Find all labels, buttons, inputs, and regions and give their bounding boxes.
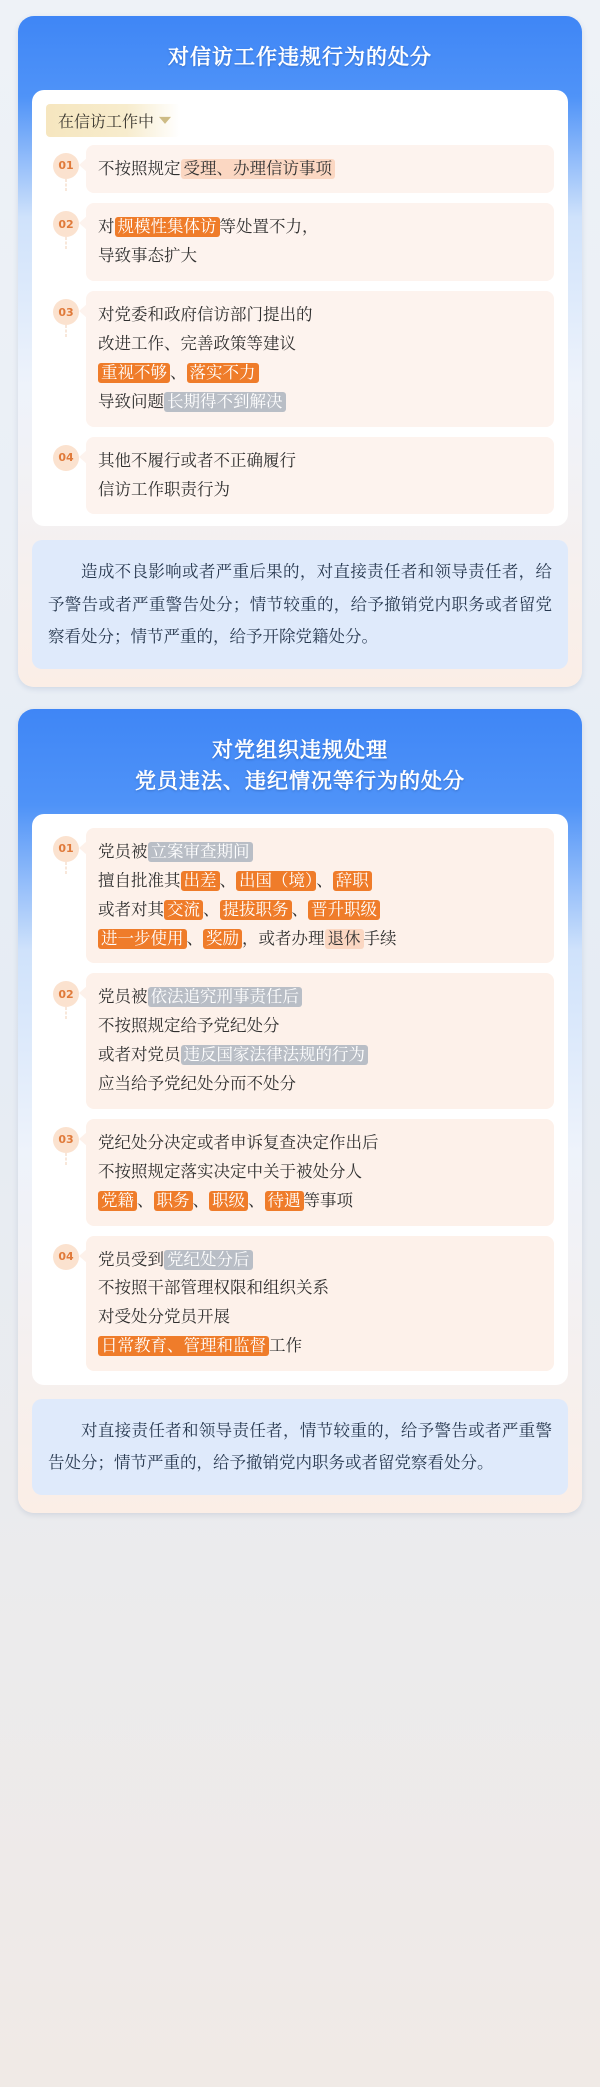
plain-text: 党员被: [98, 988, 148, 1007]
highlighted-text: 出差: [181, 871, 220, 891]
item-number-badge: 02: [53, 981, 79, 1007]
item-text-line: [98, 1332, 542, 1361]
plain-text: 对受处分党员开展: [98, 1308, 230, 1327]
plain-text: 其他不履行或者不正确履行: [98, 451, 296, 470]
item-text-line: [98, 1158, 542, 1187]
penalty-note: 对直接责任者和领导责任者，情节较重的，给予警告或者严重警告处分；情节严重的，给予撤销党内职务或者留党察看处分。: [32, 1399, 568, 1495]
plain-text: 等处置不力，: [219, 218, 319, 237]
item-number-badge: 01: [53, 836, 79, 862]
item-bubble: [86, 437, 554, 515]
section-tag: [46, 104, 180, 137]
connector-line: [66, 237, 67, 249]
item-bubble: [86, 828, 554, 964]
item-text-line: [98, 1041, 542, 1070]
item-text-line: [98, 330, 542, 359]
list-item: [46, 1236, 554, 1372]
item-number-badge: 03: [53, 299, 79, 325]
plain-text: 、: [203, 900, 220, 919]
item-text-line: [98, 1246, 542, 1275]
plain-text: 不按照规定落实决定中关于被处分人: [98, 1162, 362, 1181]
document-root: [18, 16, 582, 1513]
plain-text: 或者对党员: [98, 1046, 181, 1065]
plain-text: 党员受到: [98, 1250, 164, 1269]
highlighted-text: 重视不够: [98, 363, 170, 383]
list-item: [46, 145, 554, 194]
plain-text: 党员被: [98, 842, 148, 861]
highlighted-text: 提拔职务: [220, 900, 292, 920]
item-list: [46, 828, 554, 1371]
plain-text: 不按照规定给予党纪处分: [98, 1017, 280, 1036]
highlighted-text: 立案审查期间: [148, 842, 253, 862]
item-number-badge: 03: [53, 1127, 79, 1153]
plain-text: 等事项: [303, 1191, 353, 1210]
item-text-line: [98, 155, 542, 184]
item-number-badge: 04: [53, 445, 79, 471]
connector-line: [66, 179, 67, 191]
card-title-line: 对信访工作违规行为的处分: [168, 46, 432, 69]
plain-text: 对: [98, 218, 115, 237]
highlighted-text: 退休: [325, 929, 364, 949]
item-text-line: [98, 1303, 542, 1332]
item-bubble: [86, 1119, 554, 1226]
plain-text: 、: [219, 871, 236, 890]
highlighted-text: 待遇: [265, 1191, 304, 1211]
plain-text: 、: [248, 1191, 265, 1210]
card-panel: [32, 90, 568, 527]
highlighted-text: 违反国家法律法规的行为: [181, 1045, 369, 1065]
item-text-line: [98, 1012, 542, 1041]
plain-text: 对党委和政府信访部门提出的: [98, 306, 313, 325]
item-text-line: [98, 447, 542, 476]
item-text-line: [98, 359, 542, 388]
item-text-line: [98, 301, 542, 330]
chevron-down-icon: [159, 117, 171, 124]
highlighted-text: 落实不力: [187, 363, 259, 383]
item-text-line: [98, 1274, 542, 1303]
item-bubble: [86, 973, 554, 1109]
list-item: [46, 203, 554, 281]
plain-text: 、: [291, 900, 308, 919]
plain-text: 改进工作、完善政策等建议: [98, 335, 296, 353]
penalty-note: 造成不良影响或者严重后果的，对直接责任者和领导责任者，给予警告或者严重警告处分；情节较重的，给予撤销党内职务或者留党察看处分；情节严重的，给予开除党籍处分。: [32, 540, 568, 669]
highlighted-text: 规模性集体访: [115, 217, 220, 237]
item-text-line: [98, 1187, 542, 1216]
list-item: [46, 437, 554, 515]
card-title: [32, 723, 568, 814]
item-text-line: [98, 867, 542, 896]
section-tag-row: [46, 104, 554, 137]
plain-text: 或者对其: [98, 900, 164, 919]
highlighted-text: 党籍: [98, 1191, 137, 1211]
item-bubble: [86, 291, 554, 427]
item-text-line: [98, 983, 542, 1012]
connector-line: [66, 862, 67, 874]
plain-text: 、: [137, 1191, 154, 1210]
item-text-line: [98, 838, 542, 867]
item-text-line: [98, 1070, 542, 1099]
highlighted-text: 依法追究刑事责任后: [148, 987, 303, 1007]
highlighted-text: 受理、办理信访事项: [181, 159, 336, 179]
plain-text: 、: [316, 871, 333, 890]
item-number-badge: 04: [53, 1244, 79, 1270]
connector-line: [66, 1153, 67, 1165]
item-text-line: [98, 925, 542, 954]
item-bubble: [86, 203, 554, 281]
item-text-line: [98, 242, 542, 271]
plain-text: 导致事态扩大: [98, 247, 197, 266]
connector-line: [66, 325, 67, 337]
highlighted-text: 日常教育、管理和监督: [98, 1336, 269, 1356]
list-item: [46, 828, 554, 964]
content-card: [18, 709, 582, 1513]
plain-text: 不按照干部管理权限和组织关系: [98, 1279, 329, 1298]
highlighted-text: 交流: [164, 900, 203, 920]
item-number-badge: 01: [53, 153, 79, 179]
highlighted-text: 长期得不到解决: [164, 392, 286, 412]
content-card: [18, 16, 582, 687]
plain-text: 擅自批准其: [98, 871, 181, 890]
plain-text: 应当给予党纪处分而不处分: [98, 1075, 296, 1094]
highlighted-text: 晋升职级: [308, 900, 380, 920]
plain-text: 不按照规定: [98, 159, 181, 178]
item-text-line: [98, 476, 542, 505]
item-bubble: [86, 145, 554, 194]
card-title: [32, 30, 568, 90]
list-item: [46, 291, 554, 427]
item-text-line: [98, 896, 542, 925]
highlighted-text: 党纪处分后: [164, 1250, 253, 1270]
plain-text: 、: [170, 363, 187, 382]
item-bubble: [86, 1236, 554, 1372]
plain-text: 党纪处分决定或者申诉复查决定作出后: [98, 1133, 379, 1152]
plain-text: ，或者办理: [242, 929, 325, 948]
highlighted-text: 辞职: [333, 871, 372, 891]
list-item: [46, 973, 554, 1109]
item-list: [46, 145, 554, 515]
card-panel: [32, 814, 568, 1385]
plain-text: 信访工作职责行为: [98, 480, 230, 499]
connector-line: [66, 1007, 67, 1019]
item-text-line: [98, 1129, 542, 1158]
section-tag-label: 在信访工作中: [58, 113, 155, 131]
card-title-line: 党员违法、违纪情况等行为的处分: [135, 770, 465, 794]
card-title-line: 对党组织违规处理: [212, 738, 388, 762]
plain-text: 工作: [269, 1337, 302, 1356]
item-text-line: [98, 388, 542, 417]
plain-text: 手续: [363, 929, 397, 948]
list-item: [46, 1119, 554, 1226]
highlighted-text: 奖励: [203, 929, 242, 949]
plain-text: 导致问题: [98, 392, 164, 411]
highlighted-text: 进一步使用: [98, 929, 187, 949]
highlighted-text: 职级: [209, 1191, 248, 1211]
item-number-badge: 02: [53, 211, 79, 237]
plain-text: 、: [192, 1191, 209, 1210]
plain-text: 、: [186, 929, 203, 948]
highlighted-text: 出国（境）: [236, 871, 316, 891]
item-text-line: [98, 213, 542, 242]
highlighted-text: 职务: [154, 1191, 193, 1211]
